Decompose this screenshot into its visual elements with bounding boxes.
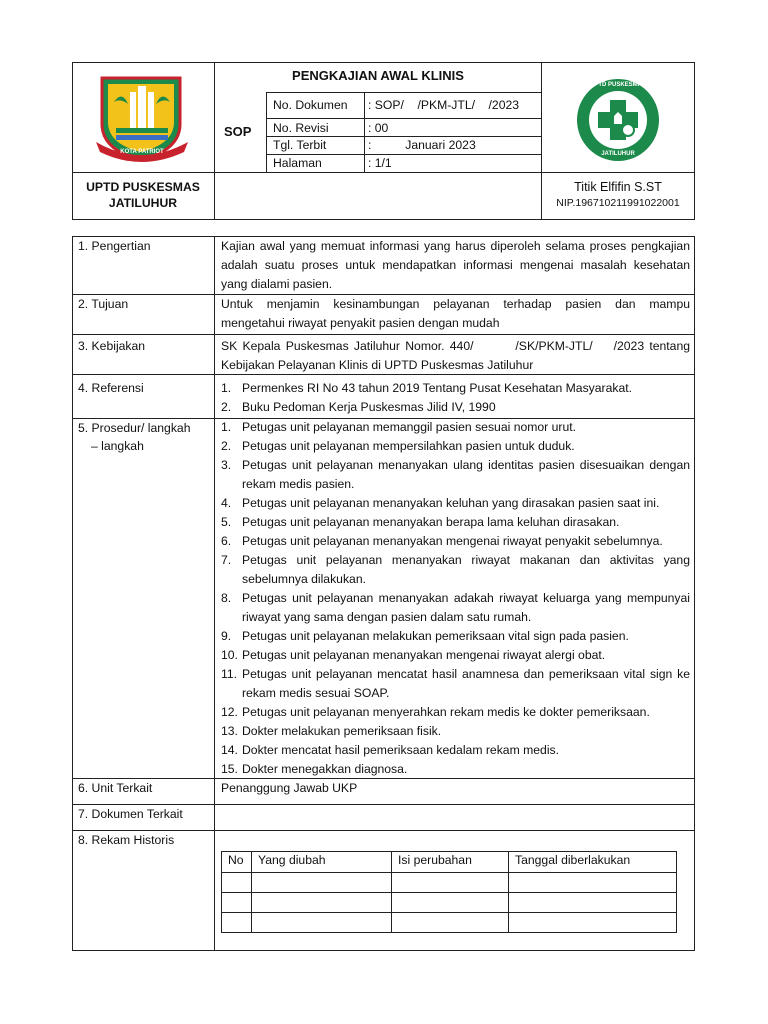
org-name-line2: JATILUHUR: [108, 196, 178, 210]
unit-terkait-value: Penanggung Jawab UKP: [221, 781, 358, 795]
unit-terkait-label: 6. Unit Terkait: [78, 781, 153, 795]
meta-value-halaman: : 1/1: [368, 156, 392, 170]
rekam-historis-label: 8. Rekam Historis: [78, 833, 175, 847]
history-col-no: No: [228, 853, 244, 867]
puskesmas-logo: [574, 76, 662, 164]
list-item: 7. Petugas unit pelayanan menanyakan riwayat makanan dan aktivitas yang sebelumnya dilakukan.: [221, 553, 690, 586]
tujuan-line-1: Untuk menjamin kesinambungan pelayanan terhadap pasien dan mampu: [221, 297, 690, 311]
tujuan-label: 2. Tujuan: [78, 297, 129, 311]
kebijakan-line-1: SK Kepala Puskesmas Jatiluhur Nomor. 440/ /SK/PKM-JTL/ /2023 tentang: [221, 339, 690, 353]
org-name-line1: UPTD PUSKESMAS: [86, 180, 200, 194]
pengertian-line-3: yang dialami pasien.: [221, 277, 333, 291]
left-logo-caption: KOTA PATRIOT: [120, 149, 164, 155]
kebijakan-label: 3. Kebijakan: [78, 339, 146, 353]
list-item: 8. Petugas unit pelayanan menanyakan adakah riwayat keluarga yang mempunyai riwayat yang sama dengan pasien dalam satu rumah.: [221, 591, 690, 624]
dokumen-terkait-label: 7. Dokumen Terkait: [78, 807, 183, 821]
meta-label-tgl-terbit: Tgl. Terbit: [273, 138, 327, 152]
list-item: 13. Dokter melakukan pemeriksaan fisik.: [221, 724, 442, 738]
list-item: 3. Petugas unit pelayanan menanyakan ulang identitas pasien disesuaikan dengan rekam medis pasien.: [221, 458, 690, 491]
list-item: 11. Petugas unit pelayanan mencatat hasil anamnesa dan pemeriksaan vital sign ke rekam medis sesuai SOAP.: [221, 667, 690, 700]
meta-value-no-dokumen: : SOP/ /PKM-JTL/ /2023: [368, 98, 520, 112]
sop-label: SOP: [224, 124, 252, 139]
list-item: 10. Petugas unit pelayanan menanyakan mengenai riwayat alergi obat.: [221, 648, 606, 662]
kebijakan-line-2: Kebijakan Pelayanan Klinis di UPTD Puskesmas Jatiluhur: [221, 358, 534, 372]
list-item: 6. Petugas unit pelayanan menanyakan mengenai riwayat penyakit sebelumnya.: [221, 534, 663, 548]
list-item: 15. Dokter menegakkan diagnosa.: [221, 762, 408, 776]
history-col-tanggal: Tanggal diberlakukan: [515, 853, 631, 867]
puskesmas-logo-top-text: UPTD PUSKESMAS: [589, 82, 646, 88]
meta-label-no-revisi: No. Revisi: [273, 121, 329, 135]
referensi-list: [221, 379, 690, 417]
list-item: 14. Dokter mencatat hasil pemeriksaan kedalam rekam medis.: [221, 743, 560, 757]
history-col-isi-perubahan: Isi perubahan: [398, 853, 472, 867]
meta-label-no-dokumen: No. Dokumen: [273, 98, 348, 112]
pengertian-line-1: Kajian awal yang memuat informasi yang harus diperoleh selama proses pengkajian: [221, 239, 690, 253]
prosedur-label-line2: – langkah: [91, 439, 144, 453]
list-item: 2. Petugas unit pelayanan mempersilahkan pasien untuk duduk.: [221, 439, 575, 453]
list-item: 1. Petugas unit pelayanan memanggil pasien sesuai nomor urut.: [221, 420, 577, 434]
list-item: 9. Petugas unit pelayanan melakukan pemeriksaan vital sign pada pasien.: [221, 629, 629, 643]
meta-label-halaman: Halaman: [273, 156, 322, 170]
signer-nip: NIP.196710211991022001: [556, 197, 680, 209]
tujuan-line-2: mengetahui riwayat penyakit pasien dengan mudah: [221, 316, 500, 330]
referensi-label: 4. Referensi: [78, 381, 144, 395]
pengertian-line-2: adalah suatu proses untuk mendapatkan informasi mengenai masalah kesehatan: [221, 258, 690, 272]
pengertian-label: 1. Pengertian: [78, 239, 151, 253]
puskesmas-logo-bottom-text: JATILUHUR: [601, 151, 635, 157]
list-item: 12. Petugas unit pelayanan menyerahkan rekam medis ke dokter pemeriksaan.: [221, 705, 650, 719]
prosedur-list: [221, 418, 690, 779]
list-item: 1. Permenkes RI No 43 tahun 2019 Tentang Pusat Kesehatan Masyarakat.: [221, 381, 633, 395]
kota-bekasi-logo: [94, 72, 190, 166]
meta-value-tgl-terbit: : Januari 2023: [368, 138, 476, 152]
history-col-yang-diubah: Yang diubah: [258, 853, 326, 867]
signer-name: Titik Elfifin S.ST: [574, 180, 662, 194]
list-item: 5. Petugas unit pelayanan menanyakan berapa lama keluhan dirasakan.: [221, 515, 620, 529]
meta-value-no-revisi: : 00: [368, 121, 389, 135]
document-title: PENGKAJIAN AWAL KLINIS: [292, 68, 464, 83]
list-item: 4. Petugas unit pelayanan menanyakan keluhan yang dirasakan pasien saat ini.: [221, 496, 660, 510]
list-item: 2. Buku Pedoman Kerja Puskesmas Jilid IV, 1990: [221, 400, 496, 414]
prosedur-label-line1: 5. Prosedur/ langkah: [78, 421, 191, 435]
